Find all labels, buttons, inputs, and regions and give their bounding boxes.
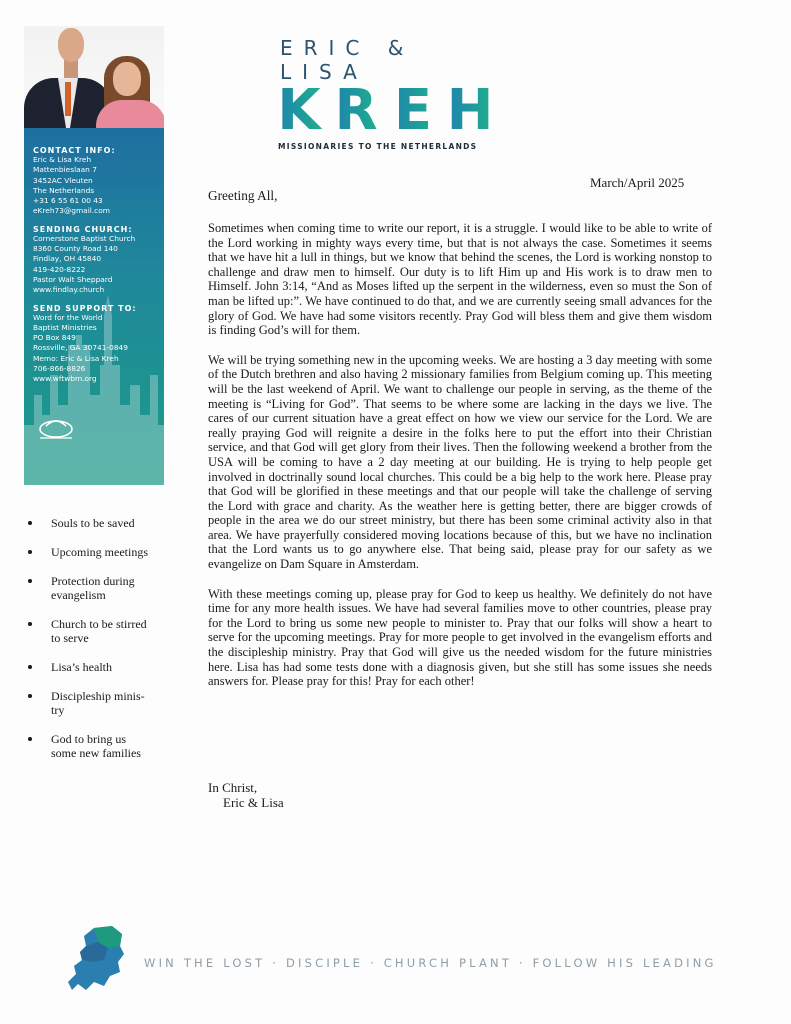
prayer-item: Souls to be saved bbox=[28, 516, 168, 530]
bullet-icon bbox=[28, 579, 32, 583]
support-memo: Memo: Eric & Lisa Kreh bbox=[33, 353, 119, 363]
support-line: PO Box 849 bbox=[33, 333, 76, 343]
letter-paragraph: We will be trying something new in the upcoming weeks. We are hosting a 3 day meeting with some of the Dutch brethren and also having 2 missionary families from Belgium coming up. This meeting will be the last weekend of April. We want to challenge our people in serving, as the theme of the meeting is “Living for God”. That seems to be where some are lacking in the days we live. The cares of our current situation have a great effect on how we view our service for the Lord. We are really praying God will reignite a desire in the folks here to put the effort into their Christian service, and that God will get glory from their lives. Then the following weekend a brother from the USA will be coming to have a 2 day meeting at our building. He is trying to help people get involved in doctrinally sound local churches. This could be a big help to the work here. Please pray that God will be glorified in these meetings and that our people will take the challenge of serving the Lord with grace and charity. As the weather here is getting better, there are bigger crowds of people in the area we do our street ministry, but there has been some criminal activity also in that area. We have prayerfully considered moving locations because of this, but we have no inclination that the Lord wants us to go anywhere else. That being said, please pray for our safety as we evangelize on Dam Square in Amsterdam. bbox=[208, 352, 712, 572]
letter-greeting: Greeting All, bbox=[208, 188, 278, 203]
netherlands-map-icon bbox=[64, 924, 128, 994]
prayer-item: Protection during evangelism bbox=[28, 574, 168, 602]
kreh-logo bbox=[272, 36, 517, 151]
prayer-item: Upcoming meetings bbox=[28, 545, 168, 559]
support-line: Rossville, GA 30741-0849 bbox=[33, 343, 128, 353]
logo-surname bbox=[272, 78, 517, 143]
send-support-section bbox=[33, 304, 161, 385]
bullet-icon bbox=[28, 694, 32, 698]
letter-body bbox=[208, 221, 712, 704]
church-pastor: Pastor Walt Sheppard bbox=[33, 274, 113, 284]
prayer-item: Discipleship minis- try bbox=[28, 689, 168, 717]
church-line: 8360 County Road 140 bbox=[33, 244, 118, 254]
support-phone: 706-866-8826 bbox=[33, 364, 86, 374]
bullet-icon bbox=[28, 550, 32, 554]
send-support-heading: SEND SUPPORT TO: bbox=[33, 303, 137, 313]
bullet-icon bbox=[28, 737, 32, 741]
prayer-item: Lisa’s health bbox=[28, 660, 168, 674]
logo-names: ERIC & LISA bbox=[280, 36, 415, 84]
prayer-request-list bbox=[28, 516, 168, 775]
prayer-item: Church to be stirred to serve bbox=[28, 617, 168, 645]
church-line: Cornerstone Baptist Church bbox=[33, 233, 136, 243]
missionaries-photo bbox=[24, 26, 164, 128]
contact-line: The Netherlands bbox=[33, 185, 95, 195]
footer-tagline: WIN THE LOST · DISCIPLE · CHURCH PLANT · FOLLOW HIS LEADING bbox=[144, 956, 717, 970]
logo-tagline: MISSIONARIES TO THE NETHERLANDS bbox=[278, 142, 478, 151]
closing-line: In Christ, bbox=[208, 780, 258, 795]
contact-phone: +31 6 55 61 00 43 bbox=[33, 196, 103, 206]
contact-line: Mattenbieslaan 7 bbox=[33, 165, 97, 175]
logo-letter: E bbox=[386, 86, 440, 136]
bullet-icon bbox=[28, 665, 32, 669]
contact-info-heading: CONTACT INFO: bbox=[33, 146, 116, 155]
sending-church-heading: SENDING CHURCH: bbox=[33, 224, 133, 234]
letter-closing bbox=[208, 780, 284, 810]
prayer-item: God to bring us some new families bbox=[28, 732, 168, 760]
support-line: Word for the World bbox=[33, 312, 103, 322]
church-phone: 419-420-8222 bbox=[33, 264, 86, 274]
contact-line: Eric & Lisa Kreh bbox=[33, 155, 92, 164]
bullet-icon bbox=[28, 622, 32, 626]
sending-church-section bbox=[33, 225, 161, 296]
logo-letter: R bbox=[329, 86, 383, 136]
church-website: www.findlay.church bbox=[33, 285, 105, 295]
contact-line: 3452AC Vleuten bbox=[33, 175, 93, 185]
contact-info-section bbox=[33, 146, 161, 217]
letter-paragraph: Sometimes when coming time to write our report, it is a struggle. I would like to be able to write of the Lord working in mighty ways every time, but that is not always the case. Sometimes it seems that we have hit a lull in things, but we know that behind the scenes, the Lord is working nonstop to challenge and draw men to himself. Our duty is to lift Him up and His work is to draw men to Himself. John 3:14, “And as Moses lifted up the serpent in the wilderness, even so must the Son of man be lifted up:”. We have continued to do that, and we are currently seeing small advances for the glory of God. We have had some visitors recently. Pray God will bless them and give them wisdom is finding God’s will for them. bbox=[208, 221, 712, 338]
support-website: www.wftwbm.org bbox=[33, 374, 97, 384]
letter-date: March/April 2025 bbox=[590, 175, 685, 190]
church-line: Findlay, OH 45840 bbox=[33, 254, 102, 264]
contact-email: eKreh73@gmail.com bbox=[33, 206, 110, 216]
letter-paragraph: With these meetings coming up, please pray for God to keep us healthy. We definitely do not have time for any more health issues. We have had several families move to other countries, please pray for the Lord to bring us some new people to minister to. Pray that our folks will show a heart to serve for the upcoming meetings. Pray for more people to get involved in the evangelism efforts and the discipleship ministry. Pray that God will give us the needed wisdom for the future ministries here. Lisa has had some tests done with a diagnosis given, but she still has some issues she needs answers for. Please pray for this! Pray for each other! bbox=[208, 586, 712, 689]
bullet-icon bbox=[28, 521, 32, 525]
logo-letter: H bbox=[443, 86, 497, 136]
signature: Eric & Lisa bbox=[223, 795, 284, 810]
logo-letter: K bbox=[272, 86, 326, 136]
support-line: Baptist Ministries bbox=[33, 322, 97, 332]
wftw-logo-icon bbox=[34, 412, 78, 442]
contact-sidebar bbox=[24, 128, 164, 485]
